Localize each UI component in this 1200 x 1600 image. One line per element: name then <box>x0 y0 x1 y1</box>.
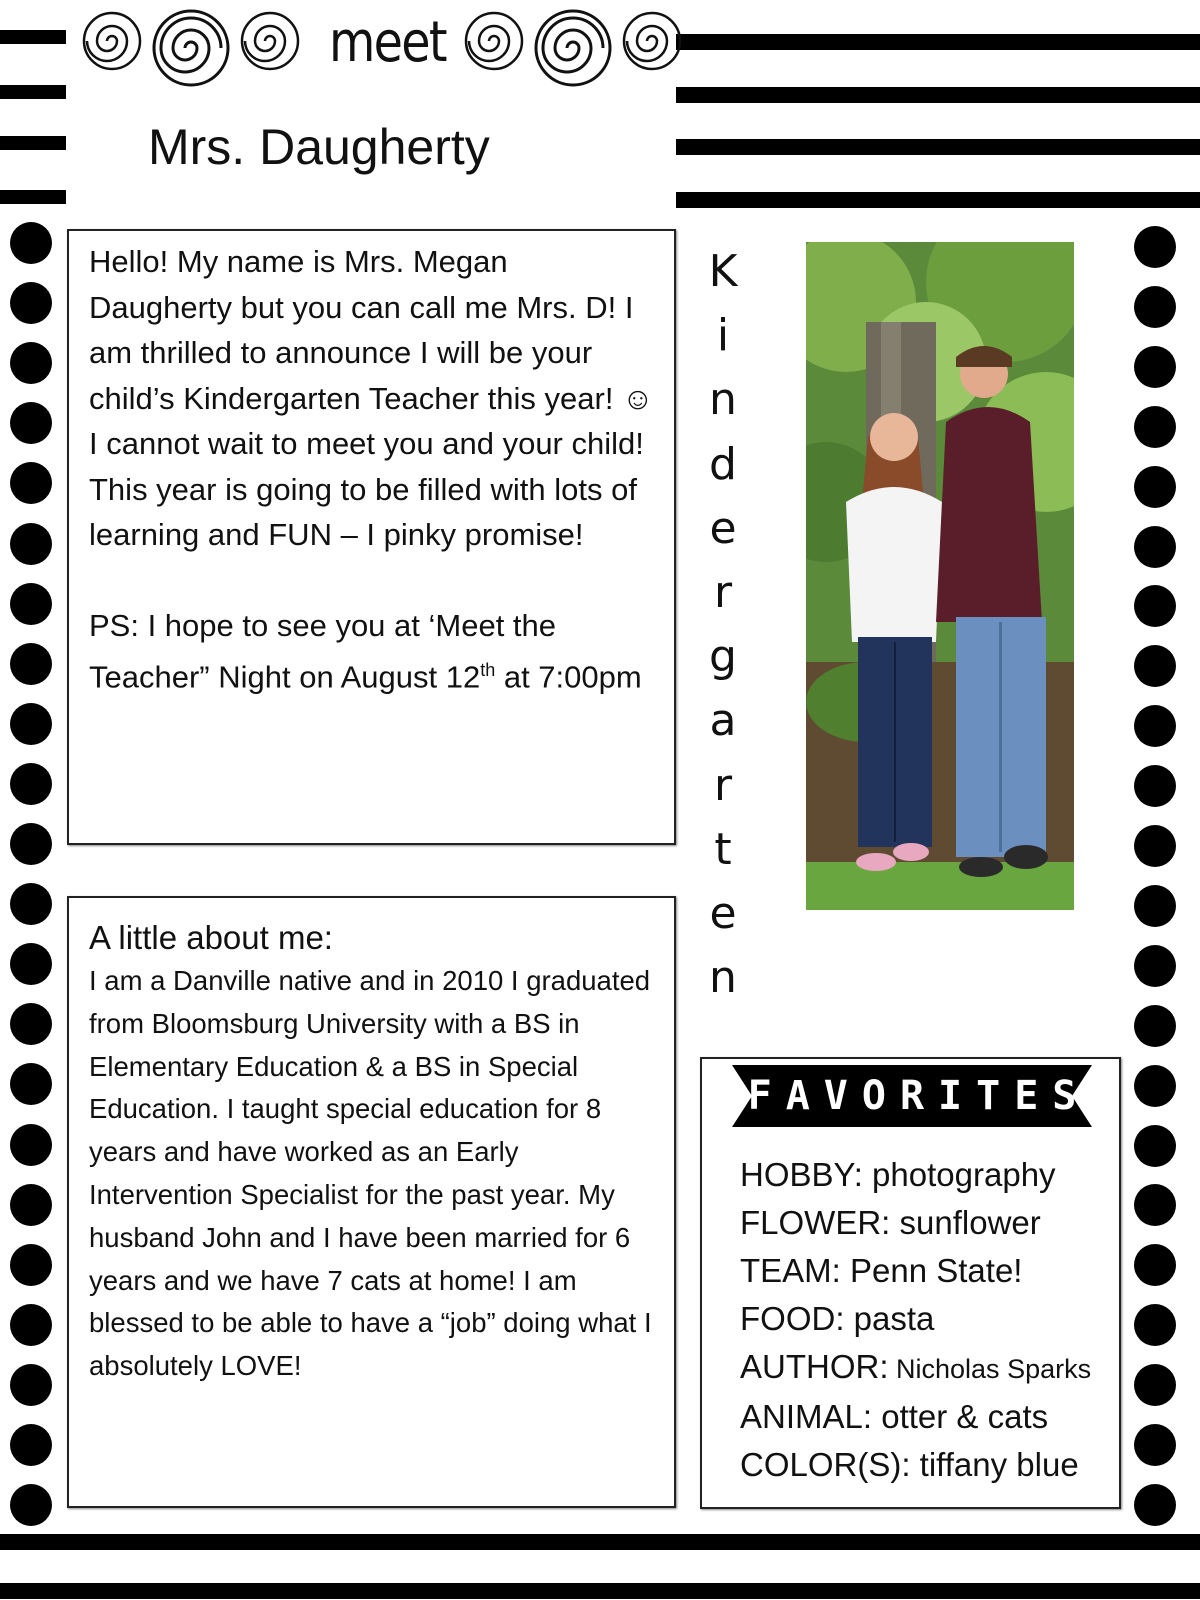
about-box <box>67 896 676 1508</box>
favorite-item <box>740 1151 1091 1199</box>
decorative-dot <box>10 523 52 565</box>
decorative-dot <box>1134 1065 1176 1107</box>
decorative-dot <box>1134 885 1176 927</box>
teacher-name: Mrs. Daugherty <box>148 119 490 175</box>
favorite-item <box>740 1441 1091 1489</box>
decorative-dot <box>1134 1364 1176 1406</box>
decorative-dot <box>1134 1304 1176 1346</box>
top-right-stripe-2 <box>676 87 1200 103</box>
favorite-colon: : <box>835 1300 845 1337</box>
rose-icon <box>462 6 526 76</box>
vertical-letter: n <box>709 952 737 1004</box>
rose-icon <box>80 6 144 76</box>
decorative-dot <box>1134 945 1176 987</box>
ps-text: PS: I hope to see you at ‘Meet the Teacher” Night on August 12 <box>89 607 557 695</box>
favorite-value: otter & cats <box>872 1398 1049 1435</box>
about-heading: A little about me: <box>89 919 333 956</box>
vertical-letter: a <box>709 695 737 747</box>
bottom-stripe-1 <box>0 1534 1200 1550</box>
decorative-dot <box>10 823 52 865</box>
rose-row-left <box>80 6 302 90</box>
meet-heading: meet <box>329 10 446 75</box>
favorites-box <box>700 1057 1121 1509</box>
favorite-label: HOBBY <box>740 1156 854 1193</box>
vertical-letter: n <box>709 374 737 426</box>
favorite-value: sunflower <box>890 1204 1041 1241</box>
decorative-dot <box>1134 466 1176 508</box>
top-right-stripe-4 <box>676 192 1200 208</box>
favorite-label: AUTHOR <box>740 1348 880 1385</box>
decorative-dot <box>1134 1184 1176 1226</box>
decorative-dot <box>10 1244 52 1286</box>
teacher-photo <box>806 242 1074 910</box>
top-left-stripe-3 <box>0 136 66 150</box>
decorative-dot <box>10 1063 52 1105</box>
favorite-label: ANIMAL <box>740 1398 863 1435</box>
favorites-title: FAVORITES <box>747 1073 1091 1119</box>
decorative-dot <box>10 1003 52 1045</box>
favorite-item <box>740 1393 1091 1441</box>
decorative-dot <box>1134 645 1176 687</box>
decorative-dot <box>10 943 52 985</box>
rose-icon <box>238 6 302 76</box>
decorative-dot <box>1134 765 1176 807</box>
vertical-letter: g <box>709 631 737 683</box>
favorite-value: Penn State! <box>840 1252 1023 1289</box>
favorite-colon: : <box>862 1398 873 1435</box>
favorite-colon: : <box>901 1446 911 1483</box>
vertical-letter: d <box>709 438 737 490</box>
decorative-dot <box>1134 705 1176 747</box>
bottom-stripe-2 <box>0 1583 1200 1599</box>
favorite-value: Nicholas Sparks <box>888 1354 1092 1384</box>
intro-paragraph: Hello! My name is Mrs. Megan Daugherty but you can call me Mrs. D! I am thrilled to announce I will be your child’s Kindergarten Teacher this year! ☺ I cannot wait to meet you and your child! This year is going to be filled with lots of learning and FUN – I pinky promise! <box>89 244 654 552</box>
decorative-dot <box>10 282 52 324</box>
favorite-value: pasta <box>844 1300 935 1337</box>
decorative-dot <box>1134 526 1176 568</box>
favorite-item <box>740 1247 1091 1295</box>
vertical-letter: e <box>709 888 737 940</box>
decorative-dot <box>10 1484 52 1526</box>
decorative-dot <box>1134 286 1176 328</box>
favorite-item <box>740 1199 1091 1247</box>
vertical-letter: K <box>708 246 738 297</box>
decorative-dot <box>10 763 52 805</box>
decorative-dot <box>10 1364 52 1406</box>
decorative-dot <box>10 583 52 625</box>
decorative-dot <box>10 1124 52 1166</box>
decorative-dot <box>10 1304 52 1346</box>
favorite-label: TEAM <box>740 1252 832 1289</box>
favorite-item <box>740 1343 1091 1393</box>
favorite-colon: : <box>831 1252 841 1289</box>
vertical-letter: t <box>714 823 732 875</box>
decorative-dot <box>1134 406 1176 448</box>
decorative-dot <box>1134 585 1176 627</box>
top-left-stripe-1 <box>0 30 66 44</box>
favorite-value: tiffany blue <box>910 1446 1079 1483</box>
kindergarten-vertical-word <box>700 240 746 1010</box>
ps-superscript: th <box>480 660 496 680</box>
top-left-stripe-2 <box>0 85 66 99</box>
decorative-dot <box>1134 1244 1176 1286</box>
decorative-dot <box>10 462 52 504</box>
decorative-dot <box>1134 1005 1176 1047</box>
vertical-letter: i <box>716 310 730 362</box>
favorite-label: FOOD <box>740 1300 836 1337</box>
decorative-dot <box>1134 1424 1176 1466</box>
vertical-letter: e <box>709 502 737 554</box>
vertical-letter: r <box>713 759 733 811</box>
decorative-dot <box>10 1424 52 1466</box>
decorative-dot <box>10 342 52 384</box>
about-text: I am a Danville native and in 2010 I graduated from Bloomsburg University with a BS in Elementary Education & a BS in Special Education. I taught special education for 8 years and have worked as an Early Intervention Specialist for the past year. My husband John and I have been married for 6 years and we have 7 cats at home! I am blessed to be able to have a “job” doing what I absolutely LOVE! <box>89 965 652 1382</box>
rose-row-right <box>462 6 684 90</box>
decorative-dot <box>10 1184 52 1226</box>
decorative-dot <box>1134 1484 1176 1526</box>
top-right-stripe-1 <box>676 34 1200 50</box>
favorites-list <box>740 1151 1091 1489</box>
top-left-stripe-4 <box>0 190 66 204</box>
favorite-value: photography <box>862 1156 1056 1193</box>
decorative-dot <box>10 703 52 745</box>
decorative-dot <box>10 222 52 264</box>
rose-icon <box>620 6 684 76</box>
decorative-dot <box>1134 825 1176 867</box>
decorative-dot <box>1134 346 1176 388</box>
favorite-item <box>740 1295 1091 1343</box>
decorative-dot <box>10 402 52 444</box>
ps-paragraph <box>89 603 654 700</box>
favorite-colon: : <box>879 1348 889 1385</box>
decorative-dot <box>1134 226 1176 268</box>
rose-icon <box>530 6 616 90</box>
decorative-dot <box>10 883 52 925</box>
favorite-label: COLOR(S) <box>740 1446 902 1483</box>
rose-icon <box>148 6 234 90</box>
favorite-colon: : <box>881 1204 891 1241</box>
intro-box <box>67 229 676 845</box>
decorative-dot <box>10 643 52 685</box>
ps-text-end: at 7:00pm <box>495 659 642 695</box>
top-right-stripe-3 <box>676 139 1200 155</box>
vertical-letter: r <box>713 567 733 619</box>
favorite-colon: : <box>853 1156 863 1193</box>
favorite-label: FLOWER <box>740 1204 882 1241</box>
decorative-dot <box>1134 1125 1176 1167</box>
